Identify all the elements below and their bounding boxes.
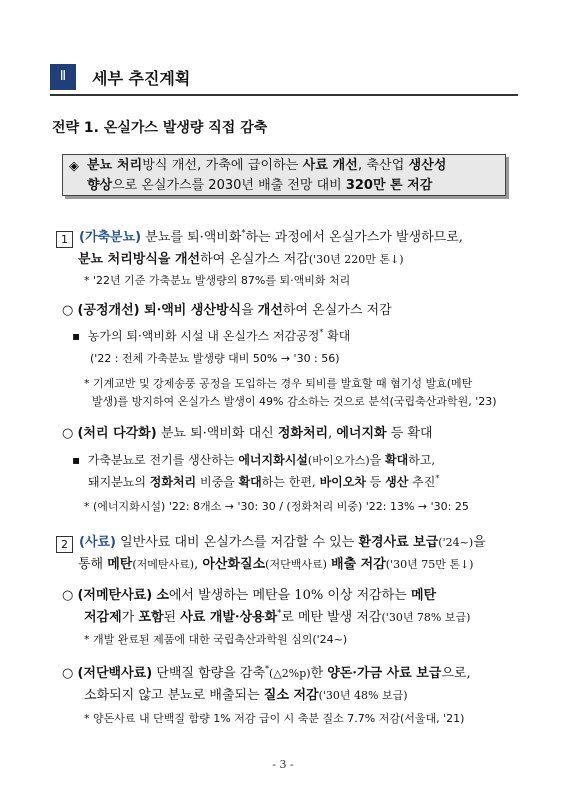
item1-line-1: 1 (가축분뇨) 분뇨를 퇴·액비화*하는 과정에서 온실가스가 발생하므로,: [56, 226, 463, 248]
item1b-sub-line-1: ▪ 가축분뇨로 전기를 생산하는 에너지화시설(바이오가스)을 확대하고,: [72, 453, 436, 467]
section-header: [50, 64, 518, 94]
item1b-line: ○ (처리 다각화) 분뇨 퇴·액비화 대신 정화처리, 에너지화 등 확대: [62, 426, 433, 441]
diamond-bullet-icon: ◈: [69, 159, 79, 174]
item1a-note-line-1: * 기계교반 및 강제송풍 공정을 도입하는 경우 퇴비를 발효할 때 혐기성 발효(메탄: [84, 377, 473, 390]
item1-line-2: 분뇨 처리방식을 개선하여 온실가스 저감('30년 220만 톤↓): [78, 252, 404, 267]
square-bullet-icon: ▪: [72, 453, 81, 467]
section-number: Ⅱ: [50, 64, 76, 90]
summary-line-2: 향상으로 온실가스를 2030년 배출 전망 대비 320만 톤 저감: [87, 178, 433, 193]
item2-line-1: 2 (사료) 일반사료 대비 온실가스를 저감할 수 있는 환경사료 보급('24~)을: [56, 531, 486, 553]
summary-box: [62, 154, 506, 196]
item2-number: 2: [56, 536, 73, 553]
item2b-note: * 양돈사료 내 단백질 함량 1% 저감 급이 시 축분 질소 7.7% 저감(서울대, '21): [84, 712, 465, 725]
strategy-title: 전략 1. 온실가스 발생량 직접 감축: [52, 120, 268, 136]
item2a-note: * 개발 완료된 제품에 대한 국립축산과학원 심의('24~): [84, 633, 348, 646]
item2-tag: (사료): [79, 535, 116, 550]
item1a-sub-line-1: ▪ 농가의 퇴·액비화 시설 내 온실가스 저감공정* 확대: [72, 328, 351, 343]
item2-line-2: 통해 메탄(저메탄사료), 아산화질소(저단백사료) 배출 저감('30년 75만 톤↓): [78, 557, 474, 572]
item1a-line: ○ (공정개선) 퇴·액비 생산방식을 개선하여 온실가스 저감: [62, 303, 392, 318]
item1b-note: * (에너지화시설) '22: 8개소 → '30: 30 / (정화처리 비중) '22: 13% → '30: 25: [84, 500, 469, 513]
section-title: 세부 추진계획: [92, 69, 191, 88]
circle-bullet-icon: ○: [62, 588, 74, 603]
page-number: - 3 -: [272, 758, 294, 771]
item1-note: * '22년 기준 가축분뇨 발생량의 87%를 퇴·액비화 처리: [84, 274, 351, 287]
circle-bullet-icon: ○: [62, 666, 74, 681]
item2b-line-1: ○ (저단백사료) 단백질 함량을 감축*(△2%p)한 양돈·가금 사료 보급으로,: [62, 664, 471, 681]
item1-number: 1: [56, 231, 73, 248]
item2b-line-2: 소화되지 않고 분뇨로 배출되는 질소 저감('30년 48% 보급): [84, 688, 408, 703]
summary-line-1: 분뇨 처리방식 개선, 가축에 급이하는 사료 개선, 축산업 생산성: [87, 158, 447, 173]
item1a-note-line-2: 발생)를 방지하여 온실가스 발생이 49% 감소하는 것으로 분석(국립축산과학원, '23): [92, 395, 497, 408]
square-bullet-icon: ▪: [72, 329, 81, 343]
circle-bullet-icon: ○: [62, 303, 74, 318]
section-divider: [50, 94, 518, 96]
item1a-sub-line-2: ('22 : 전체 가축분뇨 발생량 대비 50% → '30 : 56): [90, 352, 340, 365]
item2a-line-2: 저감제가 포함된 사료 개발·상용화*로 메탄 발생 저감('30년 78% 보급): [84, 608, 471, 625]
item2a-line-1: ○ (저메탄사료) 소에서 발생하는 메탄을 10% 이상 저감하는 메탄: [62, 588, 437, 603]
circle-bullet-icon: ○: [62, 426, 74, 441]
item1-tag: (가축분뇨): [79, 230, 142, 245]
item1b-sub-line-2: 돼지분뇨의 정화처리 비중을 확대하는 한편, 바이오차 등 생산 추진*: [88, 474, 440, 489]
